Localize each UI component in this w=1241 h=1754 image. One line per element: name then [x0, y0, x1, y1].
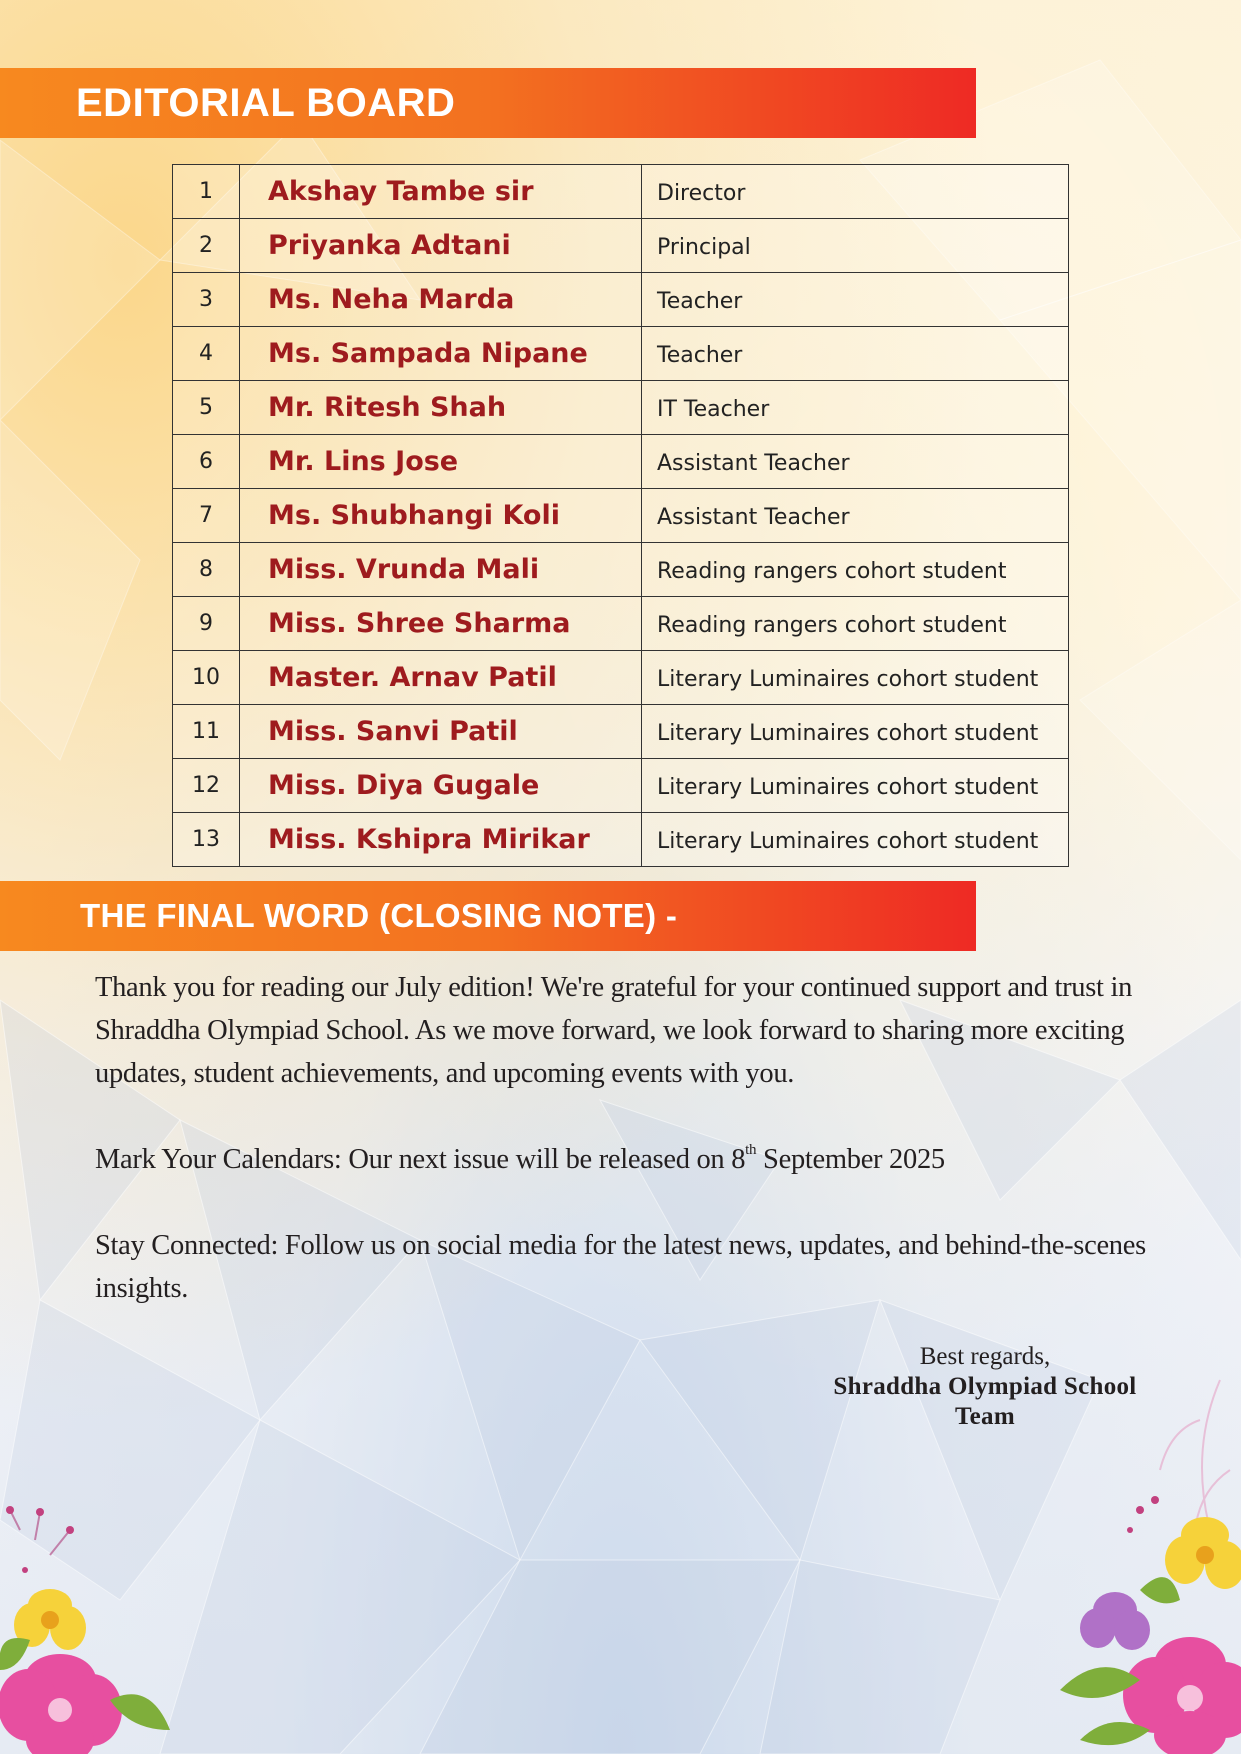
member-name: Miss. Shree Sharma [240, 597, 642, 651]
member-number: 13 [173, 813, 240, 867]
table-row [173, 219, 1069, 273]
member-role: Literary Luminaires cohort student [642, 813, 1069, 867]
table-row [173, 651, 1069, 705]
table-row [173, 381, 1069, 435]
calendar-ordinal: th [745, 1142, 757, 1158]
member-name: Mr. Lins Jose [240, 435, 642, 489]
member-number: 10 [173, 651, 240, 705]
closing-note-title: THE FINAL WORD (CLOSING NOTE) - [80, 897, 678, 934]
member-name: Miss. Vrunda Mali [240, 543, 642, 597]
signoff [800, 1342, 1170, 1432]
editorial-board-banner [0, 68, 976, 138]
member-role: Literary Luminaires cohort student [642, 705, 1069, 759]
member-number: 9 [173, 597, 240, 651]
signoff-team: Team [954, 1403, 1015, 1430]
flower-decoration-left [0, 1500, 200, 1754]
closing-intro-paragraph: Thank you for reading our July edition! We're grateful for your continued support and trust in Shraddha Olympiad School. As we move forward, we look forward to sharing more exciting updates, student achievements, and upcoming events with you. [95, 972, 1133, 1089]
table-row [173, 327, 1069, 381]
member-role: IT Teacher [642, 381, 1069, 435]
editorial-board-title: EDITORIAL BOARD [76, 80, 456, 125]
table-row [173, 759, 1069, 813]
member-number: 11 [173, 705, 240, 759]
member-role: Teacher [642, 327, 1069, 381]
member-number: 8 [173, 543, 240, 597]
member-number: 2 [173, 219, 240, 273]
closing-note-body [95, 966, 1150, 1310]
member-number: 3 [173, 273, 240, 327]
member-role: Teacher [642, 273, 1069, 327]
member-role: Principal [642, 219, 1069, 273]
member-role: Assistant Teacher [642, 435, 1069, 489]
member-name: Akshay Tambe sir [240, 165, 642, 219]
table-row [173, 597, 1069, 651]
member-role: Reading rangers cohort student [642, 597, 1069, 651]
table-row [173, 435, 1069, 489]
member-name: Ms. Shubhangi Koli [240, 489, 642, 543]
member-name: Ms. Sampada Nipane [240, 327, 642, 381]
member-name: Priyanka Adtani [240, 219, 642, 273]
member-number: 4 [173, 327, 240, 381]
calendar-date: September 2025 [756, 1144, 945, 1175]
member-role: Director [642, 165, 1069, 219]
signoff-regards: Best regards, [919, 1343, 1051, 1370]
table-row [173, 489, 1069, 543]
table-row [173, 813, 1069, 867]
member-name: Ms. Neha Marda [240, 273, 642, 327]
member-number: 1 [173, 165, 240, 219]
table-row [173, 165, 1069, 219]
member-name: Miss. Kshipra Mirikar [240, 813, 642, 867]
member-name: Mr. Ritesh Shah [240, 381, 642, 435]
member-number: 12 [173, 759, 240, 813]
member-name: Master. Arnav Patil [240, 651, 642, 705]
editorial-board-table [172, 164, 1069, 867]
member-role: Reading rangers cohort student [642, 543, 1069, 597]
member-role: Literary Luminaires cohort student [642, 651, 1069, 705]
calendar-paragraph [95, 1138, 1150, 1181]
member-number: 6 [173, 435, 240, 489]
table-row [173, 705, 1069, 759]
member-name: Miss. Diya Gugale [240, 759, 642, 813]
member-number: 5 [173, 381, 240, 435]
member-name: Miss. Sanvi Patil [240, 705, 642, 759]
stay-connected-paragraph: Stay Connected: Follow us on social media for the latest news, updates, and behind-the-scenes insights. [95, 1230, 1146, 1304]
closing-note-banner [0, 881, 976, 951]
calendar-text: Mark Your Calendars: Our next issue will be released on 8 [95, 1144, 746, 1175]
table-row [173, 273, 1069, 327]
member-number: 7 [173, 489, 240, 543]
member-role: Literary Luminaires cohort student [642, 759, 1069, 813]
signoff-organization: Shraddha Olympiad School [833, 1373, 1137, 1400]
member-role: Assistant Teacher [642, 489, 1069, 543]
table-row [173, 543, 1069, 597]
